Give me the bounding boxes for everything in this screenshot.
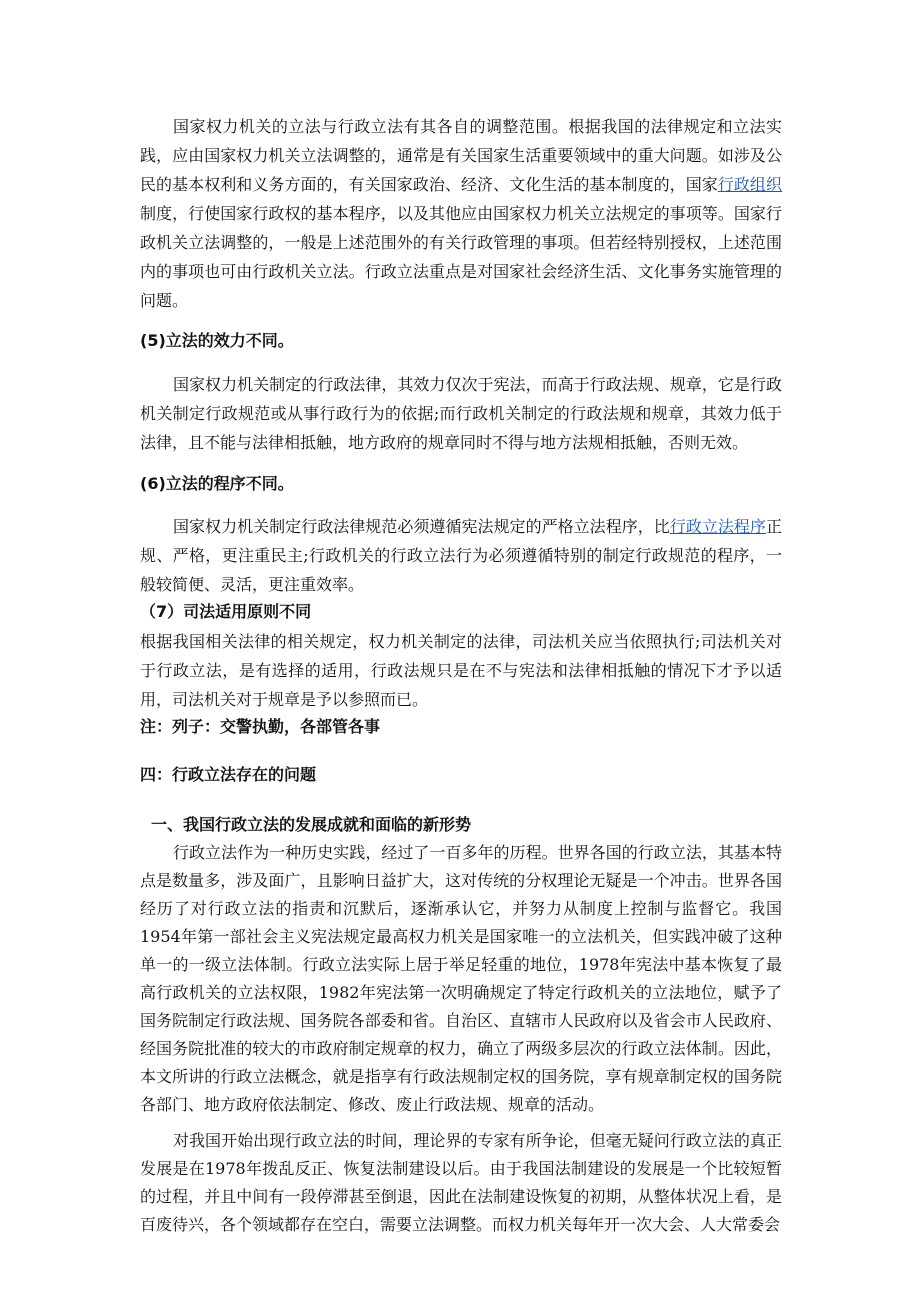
note-example: 注：列子：交警执勤，各部管各事 <box>140 717 381 736</box>
paragraph-legislation-effect: 国家权力机关制定的行政法律，其效力仅次于宪法，而高于行政法规、规章，它是行政机关制定行政规范或从事行政行为的依据;而行政机关制定的行政法规和规章，其效力低于法律，且不能与法律相抵触，地方政府的规章同时不得与地方法规相抵触，否则无效。 <box>140 375 782 452</box>
heading-judicial-application: （7）司法适用原则不同 <box>140 602 312 621</box>
paragraph-judicial-application: 根据我国相关法律的相关规定，权力机关制定的法律，司法机关应当依照执行;司法机关对于行政立法，是有选择的适用，行政法规只是在不与宪法和法律相抵触的情况下才予以适用，司法机关对于规章是予以参照而已。 <box>140 632 782 709</box>
document-page <box>140 112 782 1239</box>
link-administrative-organization[interactable]: 行政组织 <box>717 175 782 194</box>
link-administrative-legislation-procedure[interactable]: 行政立法程序 <box>669 517 766 536</box>
paragraph-history: 行政立法作为一种历史实践，经过了一百多年的历程。世界各国的行政立法，其基本特点是数量多，涉及面广，且影响日益扩大，这对传统的分权理论无疑是一个冲击。世界各国经历了对行政立法的指责和沉默后，逐渐承认它，并努力从制度上控制与监督它。我国1954年第一部社会主义宪法规定最高权力机关是国家唯一的立法机关，但实践冲破了这种单一的一级立法体制。行政立法实际上居于举足轻重的地位，1978年宪法中基本恢复了最高行政机关的立法权限，1982年宪法第一次明确规定了特定行政机关的立法地位，赋予了国务院制定行政法规、国务院各部委和省。自治区、直辖市人民政府以及省会市人民政府、经国务院批准的较大的市政府制定规章的权力，确立了两级多层次的行政立法体制。因此，本文所讲的行政立法概念，就是指享有行政法规制定权的国务院，享有规章制定权的国务院各部门、地方政府依法制定、修改、废止行政法规、规章的活动。 <box>140 843 782 1114</box>
heading-procedure-difference: (6)立法的程序不同。 <box>140 474 294 493</box>
paragraph-legislation-procedure: 国家权力机关制定行政法律规范必须遵循宪法规定的严格立法程序，比行政立法程序正规、严格，更注重民主;行政机关的行政立法行为必须遵循特别的制定行政规范的程序，一般较简便、灵活，更注重效率。 <box>140 517 782 594</box>
subheading-achievements: 一、我国行政立法的发展成就和面临的新形势 <box>151 815 472 834</box>
heading-effect-difference: (5)立法的效力不同。 <box>140 331 294 350</box>
paragraph-development: 对我国开始出现行政立法的时间，理论界的专家有所争论，但毫无疑问行政立法的真正发展是在1978年拨乱反正、恢复法制建设以后。由于我国法制建设的发展是一个比较短暂的过程，并且中间有一段停滞甚至倒退，因此在法制建设恢复的初期，从整体状况上看，是百废待兴，各个领域都存在空白，需要立法调整。而权力机关每年开一次大会、人大常委会 <box>140 1131 782 1234</box>
section-heading-problems: 四：行政立法存在的问题 <box>140 765 317 784</box>
paragraph-legislation-scope: 国家权力机关的立法与行政立法有其各自的调整范围。根据我国的法律规定和立法实践，应由国家权力机关立法调整的，通常是有关国家生活重要领域中的重大问题。如涉及公民的基本权利和义务方面的，有关国家政治、经济、文化生活的基本制度的，国家行政组织制度，行使国家行政权的基本程序，以及其他应由国家权力机关立法规定的事项等。国家行政机关立法调整的，一般是上述范围外的有关行政管理的事项。但若经特别授权，上述范围内的事项也可由行政机关立法。行政立法重点是对国家社会经济生活、文化事务实施管理的问题。 <box>140 117 782 310</box>
